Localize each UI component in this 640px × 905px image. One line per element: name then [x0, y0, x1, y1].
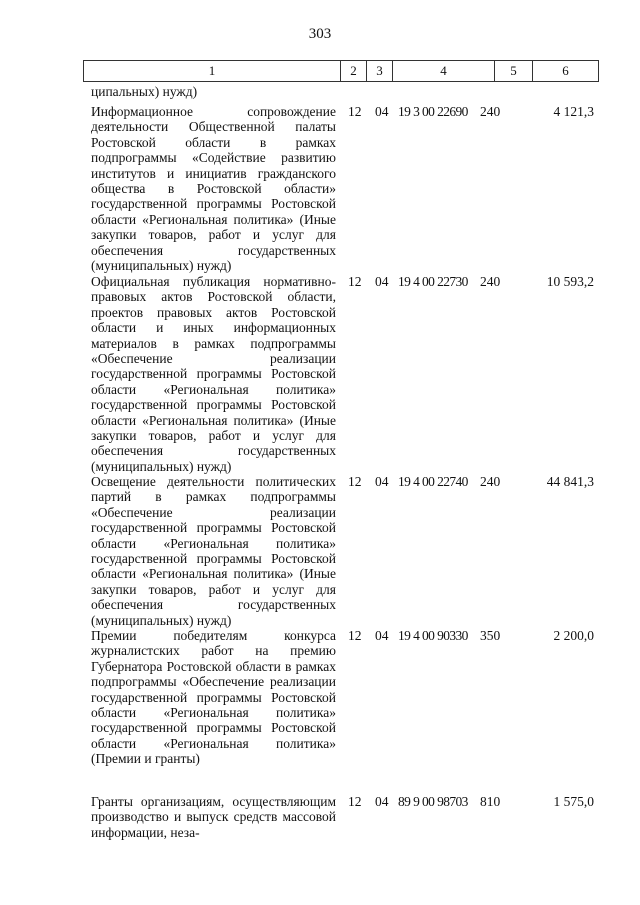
row-description: Освещение деятельности политических партий в рамках подпрограммы «Обеспечение реализации государственной программы Ростовской области «Региональная политика» государственной программы Ростовской области «Региональная политика» (Иные закупки товаров, работ и услуг для обеспечения государственных (муниципальных) нужд) — [91, 474, 336, 628]
row-amount: 4 121,3 — [553, 104, 594, 119]
row-subsection: 04 — [375, 794, 389, 809]
row-target-article: 19 4 00 22730 — [398, 274, 468, 289]
row-description: Гранты организациям, осуществляющим производство и выпуск средств массовой информации, неза- — [91, 794, 336, 840]
row-target-article: 19 4 00 22740 — [398, 474, 468, 489]
row-target-article: 19 4 00 90330 — [398, 628, 468, 643]
continuation-text: ципальных) нужд) — [91, 84, 198, 99]
table-header — [83, 60, 599, 82]
page-number: 303 — [308, 26, 332, 42]
row-amount: 2 200,0 — [553, 628, 594, 643]
row-section: 12 — [348, 794, 362, 809]
row-subsection: 04 — [375, 628, 389, 643]
row-section: 12 — [348, 628, 362, 643]
row-description: Премии победителям конкурса журналистских работ на премию Губернатора Ростовской области в рамках подпрограммы «Обеспечение реализации государственной программы Ростовской области «Региональная политика» государственной программы Ростовской области «Региональная политика» (Премии и гранты) — [91, 628, 336, 767]
row-section: 12 — [348, 104, 362, 119]
header-col-1: 1 — [84, 61, 341, 81]
row-expense-type: 240 — [480, 274, 501, 289]
row-section: 12 — [348, 274, 362, 289]
header-col-6: 6 — [562, 63, 569, 78]
row-expense-type: 350 — [480, 628, 501, 643]
row-amount: 1 575,0 — [553, 794, 594, 809]
header-col-3: 3 — [367, 61, 393, 81]
header-col-4: 4 — [393, 61, 495, 81]
header-col-2: 2 — [341, 61, 367, 81]
row-description: Информационное сопровождение деятельности Общественной палаты Ростовской области в рамках подпрограммы «Содействие развитию институтов и инициатив гражданского общества в Ростовской области» государственной программы Ростовской области «Региональная политика» (Иные закупки товаров, работ и услуг для обеспечения государственных (муниципальных) нужд) — [91, 104, 336, 274]
row-expense-type: 810 — [480, 794, 501, 809]
row-description: Официальная публикация нормативно-правовых актов Ростовской области, проектов правовых актов Ростовской области и иных информационных материалов в рамках подпрограммы «Обеспечение реализации государственной программы Ростовской области «Региональная политика» государственной программы Ростовской области «Региональная политика» (Иные закупки товаров, работ и услуг для обеспечения государственных (муниципальных) нужд) — [91, 274, 336, 474]
row-target-article: 19 3 00 22690 — [398, 104, 468, 119]
row-amount: 44 841,3 — [546, 474, 594, 489]
row-expense-type: 240 — [480, 104, 501, 119]
row-expense-type: 240 — [480, 474, 501, 489]
header-col-5: 5 — [495, 61, 533, 81]
row-subsection: 04 — [375, 274, 389, 289]
row-subsection: 04 — [375, 104, 389, 119]
row-section: 12 — [348, 474, 362, 489]
row-amount: 10 593,2 — [546, 274, 594, 289]
row-subsection: 04 — [375, 474, 389, 489]
row-target-article: 89 9 00 98703 — [398, 794, 468, 809]
